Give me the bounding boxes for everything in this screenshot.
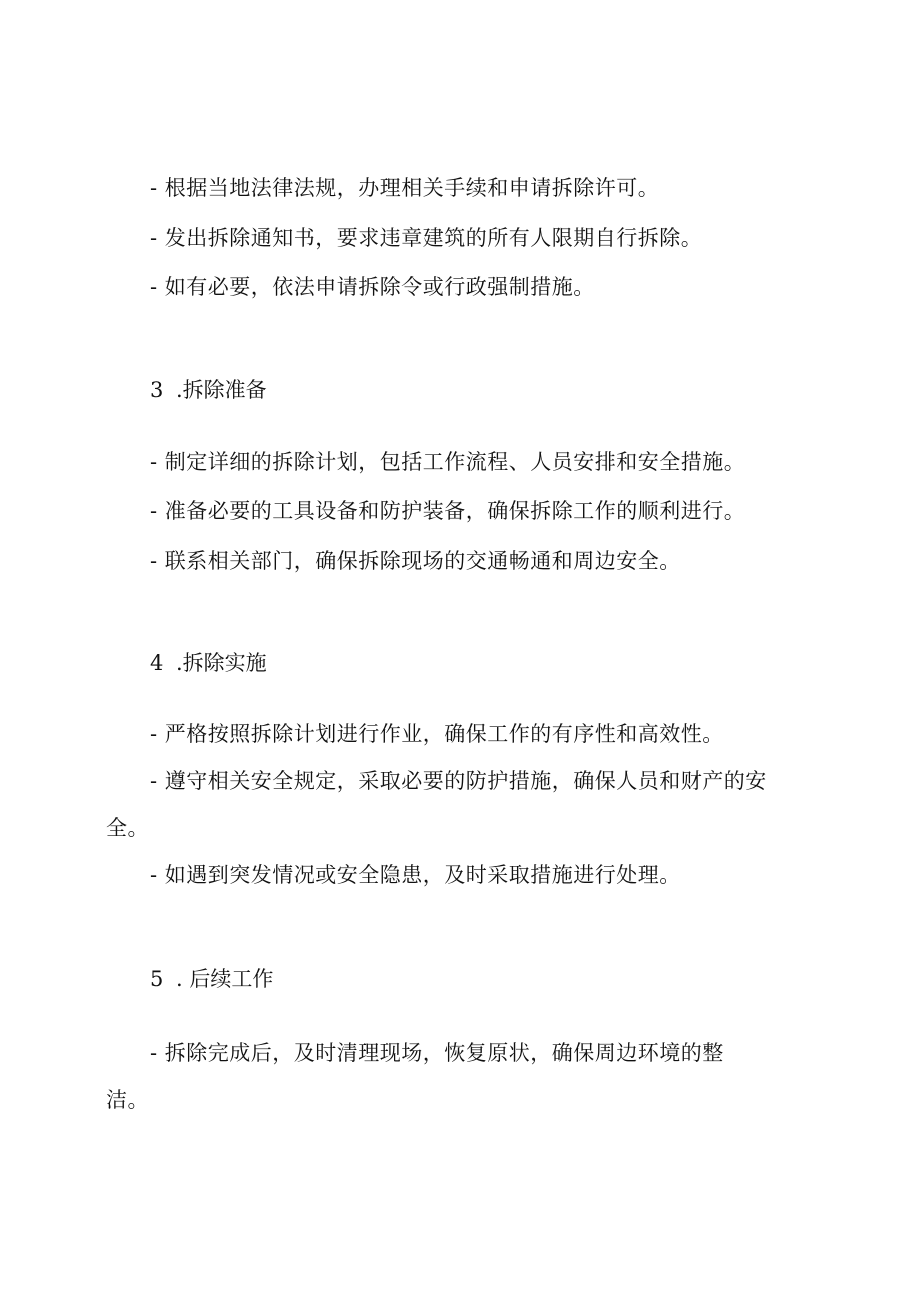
list-item-continuation: 全。 [106, 816, 149, 840]
list-item: - 如有必要，依法申请拆除令或行政强制措施。 [150, 275, 595, 299]
list-item: - 联系相关部门，确保拆除现场的交通畅通和周边安全。 [150, 549, 681, 573]
section-title: .拆除实施 [176, 651, 267, 675]
section-heading-3 [150, 374, 267, 406]
list-item: - 严格按照拆除计划进行作业，确保工作的有序性和高效性。 [150, 722, 724, 746]
section-number: 5 [150, 967, 164, 991]
section-heading-4 [150, 647, 267, 679]
list-item: - 发出拆除通知书，要求违章建筑的所有人限期自行拆除。 [150, 226, 703, 250]
list-item: - 根据当地法律法规，办理相关手续和申请拆除许可。 [150, 176, 660, 200]
list-item-continuation: 洁。 [106, 1088, 149, 1112]
list-item: - 如遇到突发情况或安全隐患，及时采取措施进行处理。 [150, 863, 681, 887]
section-title: . 后续工作 [176, 967, 274, 991]
section-heading-5 [150, 963, 273, 995]
list-item: - 遵守相关安全规定，采取必要的防护措施，确保人员和财产的安 [150, 769, 767, 793]
section-number: 4 [150, 651, 164, 675]
list-item: - 制定详细的拆除计划，包括工作流程、人员安排和安全措施。 [150, 450, 746, 474]
list-item: - 准备必要的工具设备和防护装备，确保拆除工作的顺利进行。 [150, 499, 746, 523]
section-title: .拆除准备 [176, 378, 267, 402]
section-number: 3 [150, 378, 164, 402]
list-item: - 拆除完成后，及时清理现场，恢复原状，确保周边环境的整 [150, 1041, 724, 1065]
